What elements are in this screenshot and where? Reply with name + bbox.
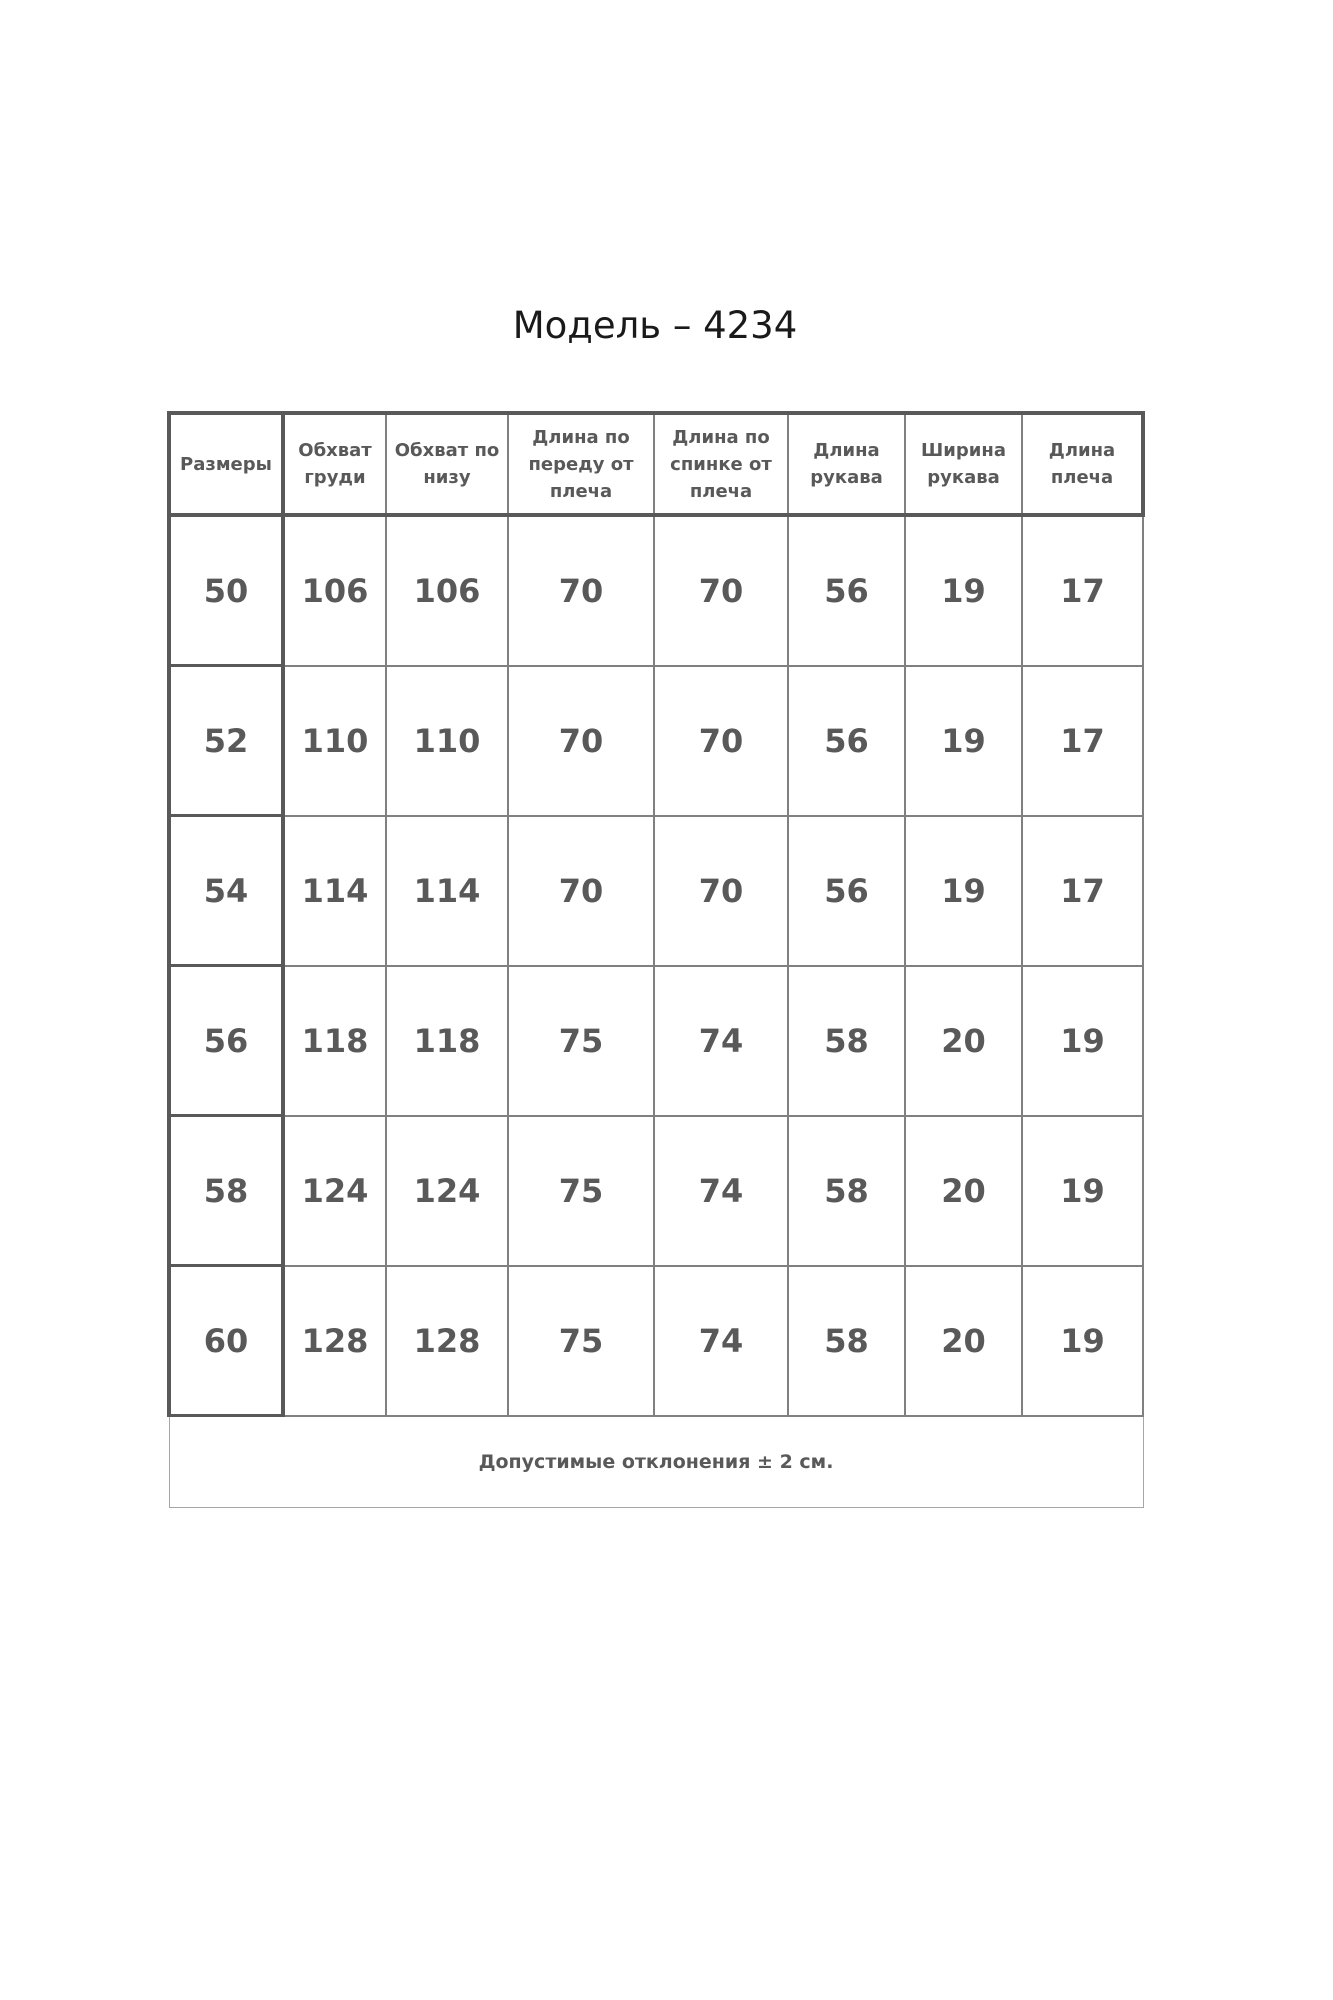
table-row xyxy=(169,515,1143,666)
table-cell: 106 xyxy=(386,515,508,666)
table-cell: 56 xyxy=(788,816,905,966)
size-cell: 60 xyxy=(169,1266,283,1416)
table-cell: 17 xyxy=(1022,515,1143,666)
header-sizes: Размеры xyxy=(169,413,283,515)
table-cell: 19 xyxy=(1022,966,1143,1116)
table-cell: 74 xyxy=(654,966,788,1116)
table-cell: 128 xyxy=(283,1266,386,1416)
table-cell: 19 xyxy=(905,666,1022,816)
table-cell: 56 xyxy=(788,515,905,666)
table-cell: 20 xyxy=(905,1116,1022,1266)
size-cell: 50 xyxy=(169,515,283,666)
table-row xyxy=(169,816,1143,966)
table-cell: 124 xyxy=(283,1116,386,1266)
table-cell: 70 xyxy=(654,515,788,666)
table-cell: 19 xyxy=(1022,1116,1143,1266)
table-cell: 110 xyxy=(283,666,386,816)
table-cell: 75 xyxy=(508,966,654,1116)
header-sleeve-length: Длина рукава xyxy=(788,413,905,515)
table-cell: 58 xyxy=(788,1266,905,1416)
size-cell: 54 xyxy=(169,816,283,966)
header-sleeve-width: Ширина рукава xyxy=(905,413,1022,515)
table-header-row xyxy=(169,413,1143,515)
table-cell: 17 xyxy=(1022,666,1143,816)
table-cell: 58 xyxy=(788,966,905,1116)
header-front-length: Длина по переду от плеча xyxy=(508,413,654,515)
table-cell: 75 xyxy=(508,1116,654,1266)
table-cell: 70 xyxy=(508,666,654,816)
table-cell: 74 xyxy=(654,1116,788,1266)
table-cell: 75 xyxy=(508,1266,654,1416)
tolerance-note: Допустимые отклонения ± 2 см. xyxy=(169,1416,1143,1508)
table-cell: 70 xyxy=(654,666,788,816)
header-back-length: Длина по спинке от плеча xyxy=(654,413,788,515)
size-cell: 58 xyxy=(169,1116,283,1266)
header-hem-girth: Обхват по низу xyxy=(386,413,508,515)
table-row xyxy=(169,966,1143,1116)
table-row xyxy=(169,1266,1143,1416)
table-cell: 70 xyxy=(508,816,654,966)
table-cell: 114 xyxy=(386,816,508,966)
table-cell: 20 xyxy=(905,966,1022,1116)
table-cell: 124 xyxy=(386,1116,508,1266)
table-footer-row xyxy=(169,1416,1143,1508)
table-cell: 58 xyxy=(788,1116,905,1266)
table-cell: 110 xyxy=(386,666,508,816)
table-cell: 70 xyxy=(508,515,654,666)
table-cell: 114 xyxy=(283,816,386,966)
size-chart-table xyxy=(167,411,1145,1508)
table-cell: 17 xyxy=(1022,816,1143,966)
table-cell: 19 xyxy=(1022,1266,1143,1416)
table-row xyxy=(169,1116,1143,1266)
table-cell: 118 xyxy=(283,966,386,1116)
table-row xyxy=(169,666,1143,816)
size-cell: 52 xyxy=(169,666,283,816)
table-cell: 20 xyxy=(905,1266,1022,1416)
table-cell: 56 xyxy=(788,666,905,816)
page-title: Модель – 4234 xyxy=(512,304,798,347)
size-cell: 56 xyxy=(169,966,283,1116)
table-cell: 19 xyxy=(905,816,1022,966)
header-chest-girth: Обхват груди xyxy=(283,413,386,515)
table-cell: 70 xyxy=(654,816,788,966)
table-cell: 118 xyxy=(386,966,508,1116)
header-shoulder-length: Длина плеча xyxy=(1022,413,1143,515)
table-cell: 106 xyxy=(283,515,386,666)
table-cell: 74 xyxy=(654,1266,788,1416)
table-cell: 19 xyxy=(905,515,1022,666)
table-cell: 128 xyxy=(386,1266,508,1416)
